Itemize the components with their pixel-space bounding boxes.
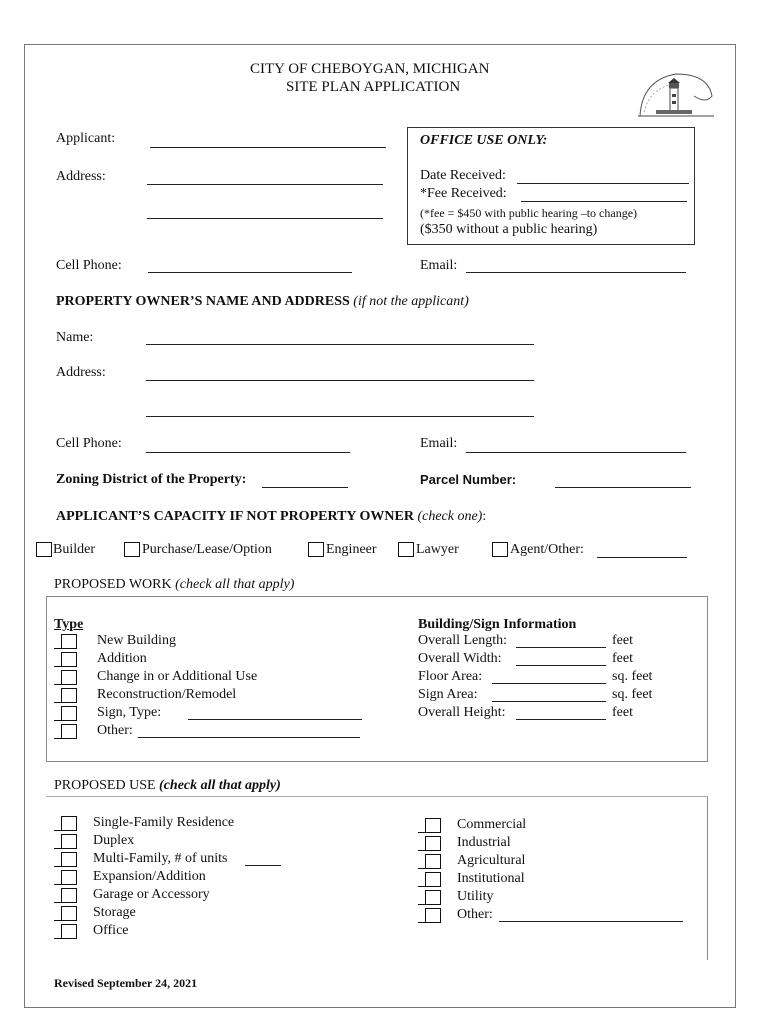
owner-heading: PROPERTY OWNER’S NAME AND ADDRESS [56,294,350,309]
lighthouse-logo-icon [636,66,716,120]
capacity-agent-field[interactable] [597,557,687,558]
sign-type-field[interactable] [188,719,362,720]
owner-cell-phone-field[interactable] [146,452,350,453]
use-multi-family-checkbox[interactable] [61,852,77,867]
use-utility-label: Utility [457,889,494,904]
use-office-label: Office [93,923,129,938]
units-count-field[interactable] [245,865,281,866]
overall-height-label: Overall Height: [418,705,506,720]
owner-cell-phone-label: Cell Phone: [56,436,122,451]
applicant-label: Applicant: [56,131,116,146]
sign-area-field[interactable] [492,701,606,702]
overall-height-unit: feet [612,705,633,720]
proposed-use-heading-row [54,778,281,794]
use-single-family-checkbox[interactable] [61,816,77,831]
use-other-field[interactable] [499,921,683,922]
capacity-heading-colon: : [482,509,487,524]
use-industrial-label: Industrial [457,835,511,850]
sign-area-label: Sign Area: [418,687,478,702]
use-duplex-checkbox[interactable] [61,834,77,849]
capacity-lawyer-label: Lawyer [416,542,459,557]
proposed-use-heading: PROPOSED USE [54,778,156,793]
capacity-purchase-label: Purchase/Lease/Option [142,542,272,557]
work-type-new-building-checkbox[interactable] [61,634,77,649]
use-expansion-label: Expansion/Addition [93,869,206,884]
proposed-work-heading: PROPOSED WORK [54,577,172,592]
date-received-label: Date Received: [420,168,506,183]
owner-heading-row [56,294,469,310]
capacity-agent-label: Agent/Other: [510,542,584,557]
work-type-addition-label: Addition [97,651,147,666]
capacity-purchase-checkbox[interactable] [124,542,140,557]
work-type-change-of-use-label: Change in or Additional Use [97,669,258,684]
overall-height-field[interactable] [516,719,606,720]
fee-received-field[interactable] [521,201,687,202]
form-title-line1: CITY OF CHEBOYGAN, MICHIGAN [250,61,490,77]
use-agricultural-checkbox[interactable] [425,854,441,869]
use-commercial-label: Commercial [457,817,527,832]
parcel-number-field[interactable] [555,487,691,488]
applicant-address-label: Address: [56,169,106,184]
applicant-address-field-1[interactable] [147,184,383,185]
date-received-field[interactable] [517,183,689,184]
capacity-engineer-checkbox[interactable] [308,542,324,557]
use-institutional-checkbox[interactable] [425,872,441,887]
overall-length-field[interactable] [516,647,606,648]
work-type-reconstruction-checkbox[interactable] [61,688,77,703]
work-type-sign-type-checkbox[interactable] [61,706,77,721]
owner-email-field[interactable] [466,452,686,453]
work-type-new-building-label: New Building [97,633,176,648]
zoning-district-label: Zoning District of the Property: [56,472,247,487]
work-type-sign-type-label: Sign, Type: [97,705,162,720]
applicant-cell-phone-label: Cell Phone: [56,258,122,273]
work-type-change-of-use-checkbox[interactable] [61,670,77,685]
floor-area-field[interactable] [492,683,606,684]
use-storage-label: Storage [93,905,136,920]
fee-note: (*fee = $450 with public hearing –to change) [420,206,638,220]
revised-date: Revised September 24, 2021 [54,976,198,990]
work-type-reconstruction-label: Reconstruction/Remodel [97,687,237,702]
capacity-agent-checkbox[interactable] [492,542,508,557]
capacity-heading-note: (check one) [417,509,483,524]
floor-area-unit: sq. feet [612,669,653,684]
applicant-email-field[interactable] [466,272,686,273]
applicant-cell-phone-field[interactable] [148,272,352,273]
overall-length-label: Overall Length: [418,633,508,648]
owner-email-label: Email: [420,436,458,451]
use-storage-checkbox[interactable] [61,906,77,921]
capacity-builder-label: Builder [53,542,95,557]
use-garage-label: Garage or Accessory [93,887,210,902]
proposed-use-heading-note: (check all that apply) [159,778,281,793]
work-other-field[interactable] [138,737,360,738]
use-institutional-label: Institutional [457,871,525,886]
office-use-heading: OFFICE USE ONLY: [420,133,548,148]
applicant-field[interactable] [150,147,386,148]
applicant-email-label: Email: [420,258,458,273]
proposed-work-heading-note: (check all that apply) [175,577,295,592]
work-type-other-checkbox[interactable] [61,724,77,739]
proposed-work-heading-row [54,577,294,593]
work-type-addition-checkbox[interactable] [61,652,77,667]
capacity-heading: APPLICANT’S CAPACITY IF NOT PROPERTY OWNER [56,509,414,524]
use-commercial-checkbox[interactable] [425,818,441,833]
use-other-checkbox[interactable] [425,908,441,923]
sign-area-unit: sq. feet [612,687,653,702]
zoning-district-field[interactable] [262,487,348,488]
capacity-heading-row [56,509,486,525]
fee-received-label: *Fee Received: [420,186,507,201]
overall-width-label: Overall Width: [418,651,502,666]
owner-address-field-2[interactable] [146,416,534,417]
owner-name-field[interactable] [146,344,534,345]
capacity-lawyer-checkbox[interactable] [398,542,414,557]
use-expansion-checkbox[interactable] [61,870,77,885]
work-type-other-label: Other: [97,723,133,738]
use-office-checkbox[interactable] [61,924,77,939]
use-garage-checkbox[interactable] [61,888,77,903]
use-industrial-checkbox[interactable] [425,836,441,851]
fee-note-2: ($350 without a public hearing) [420,222,598,237]
owner-name-label: Name: [56,330,94,345]
use-utility-checkbox[interactable] [425,890,441,905]
owner-heading-note: (if not the applicant) [353,294,469,309]
type-heading: Type [54,617,84,632]
overall-width-unit: feet [612,651,633,666]
capacity-builder-checkbox[interactable] [36,542,52,557]
building-info-heading: Building/Sign Information [418,617,577,632]
overall-width-field[interactable] [516,665,606,666]
form-title-line2: SITE PLAN APPLICATION [286,79,461,95]
use-other-label: Other: [457,907,493,922]
use-multi-family-label: Multi-Family, # of units [93,851,228,866]
overall-length-unit: feet [612,633,633,648]
parcel-number-label: Parcel Number: [420,472,517,487]
capacity-engineer-label: Engineer [326,542,377,557]
use-agricultural-label: Agricultural [457,853,526,868]
use-single-family-label: Single-Family Residence [93,815,235,830]
owner-address-label: Address: [56,365,106,380]
applicant-address-field-2[interactable] [147,218,383,219]
floor-area-label: Floor Area: [418,669,483,684]
owner-address-field-1[interactable] [146,380,534,381]
use-duplex-label: Duplex [93,833,135,848]
